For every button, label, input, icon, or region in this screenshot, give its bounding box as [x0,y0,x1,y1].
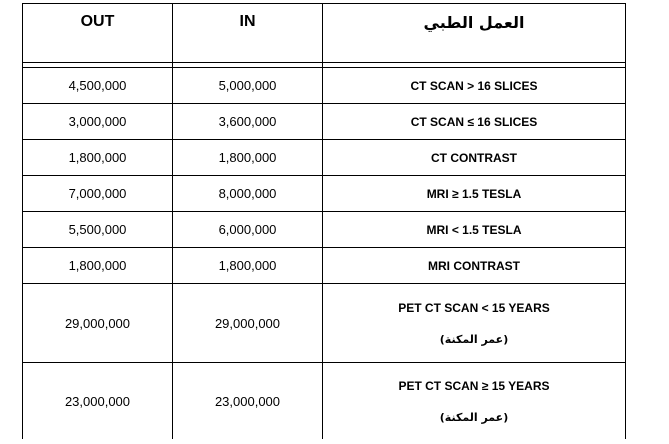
cell-procedure: CT SCAN ≤ 16 SLICES [323,104,626,140]
cell-in: 1,800,000 [173,140,323,176]
cell-out: 23,000,000 [23,363,173,440]
procedure-note: (عمر المكنة) [439,410,509,424]
cell-out: 3,000,000 [23,104,173,140]
cell-in: 6,000,000 [173,212,323,248]
cell-in: 5,000,000 [173,68,323,104]
header-procedure: العمل الطبي [323,4,626,63]
cell-out: 7,000,000 [23,176,173,212]
cell-procedure: MRI CONTRAST [323,248,626,284]
table-header-row [23,4,626,63]
table-row [23,212,626,248]
table-row [23,363,626,440]
table-row [23,140,626,176]
cell-out: 1,800,000 [23,248,173,284]
cell-out: 1,800,000 [23,140,173,176]
table-row [23,68,626,104]
cell-procedure [323,284,626,363]
cell-out: 5,500,000 [23,212,173,248]
cell-in: 8,000,000 [173,176,323,212]
cell-procedure [323,363,626,440]
header-in: IN [173,4,323,63]
cell-in: 3,600,000 [173,104,323,140]
cell-procedure: CT CONTRAST [323,140,626,176]
cell-procedure: MRI ≥ 1.5 TESLA [323,176,626,212]
procedure-label: PET CT SCAN ≥ 15 YEARS [398,378,550,393]
cell-in: 1,800,000 [173,248,323,284]
procedure-label: PET CT SCAN < 15 YEARS [398,300,550,315]
cell-in: 29,000,000 [173,284,323,363]
table-row [23,248,626,284]
cell-out: 29,000,000 [23,284,173,363]
cell-in: 23,000,000 [173,363,323,440]
table-row [23,284,626,363]
price-table [22,3,626,439]
procedure-note: (عمر المكنة) [439,332,509,346]
cell-procedure: MRI < 1.5 TESLA [323,212,626,248]
table-row [23,176,626,212]
header-out: OUT [23,4,173,63]
cell-procedure: CT SCAN > 16 SLICES [323,68,626,104]
cell-out: 4,500,000 [23,68,173,104]
table-row [23,104,626,140]
